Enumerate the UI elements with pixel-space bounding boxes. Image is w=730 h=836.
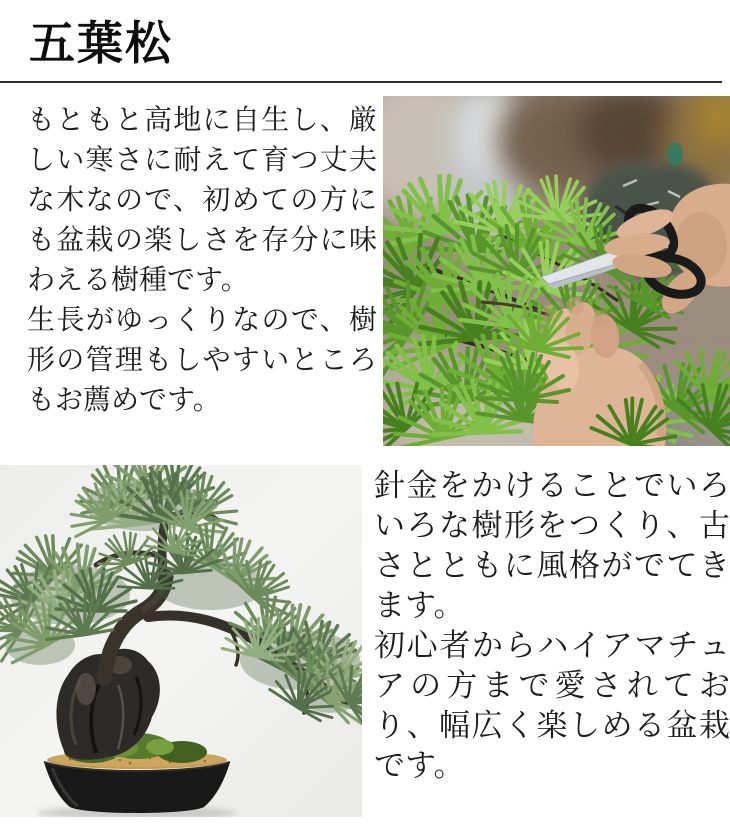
pruning-photo <box>383 96 730 446</box>
page-title: 五葉松 <box>29 16 173 70</box>
intro-paragraph-1: もともと高地に自生し、厳しい寒さに耐えて育つ丈夫な木なので、初めての方にも盆栽の楽しさを存分に味わえる樹種です。 <box>27 103 377 296</box>
pruning-photo-illustration <box>383 96 730 446</box>
bonsai-photo-illustration <box>0 465 362 817</box>
intro-text <box>27 100 377 420</box>
title-rule <box>0 81 722 83</box>
wiring-paragraph-2: 初心者からハイアマチュアの方まで愛されており、幅広く楽しめる盆栽です。 <box>374 628 730 784</box>
wiring-text <box>374 466 730 786</box>
intro-paragraph-2: 生長がゆっくりなので、樹形の管理もしやすいところもお薦めです。 <box>27 303 377 416</box>
wiring-paragraph-1: 針金をかけることでいろいろな樹形をつくり、古さとともに風格がでてきます。 <box>374 468 730 624</box>
bonsai-photo <box>0 465 362 817</box>
